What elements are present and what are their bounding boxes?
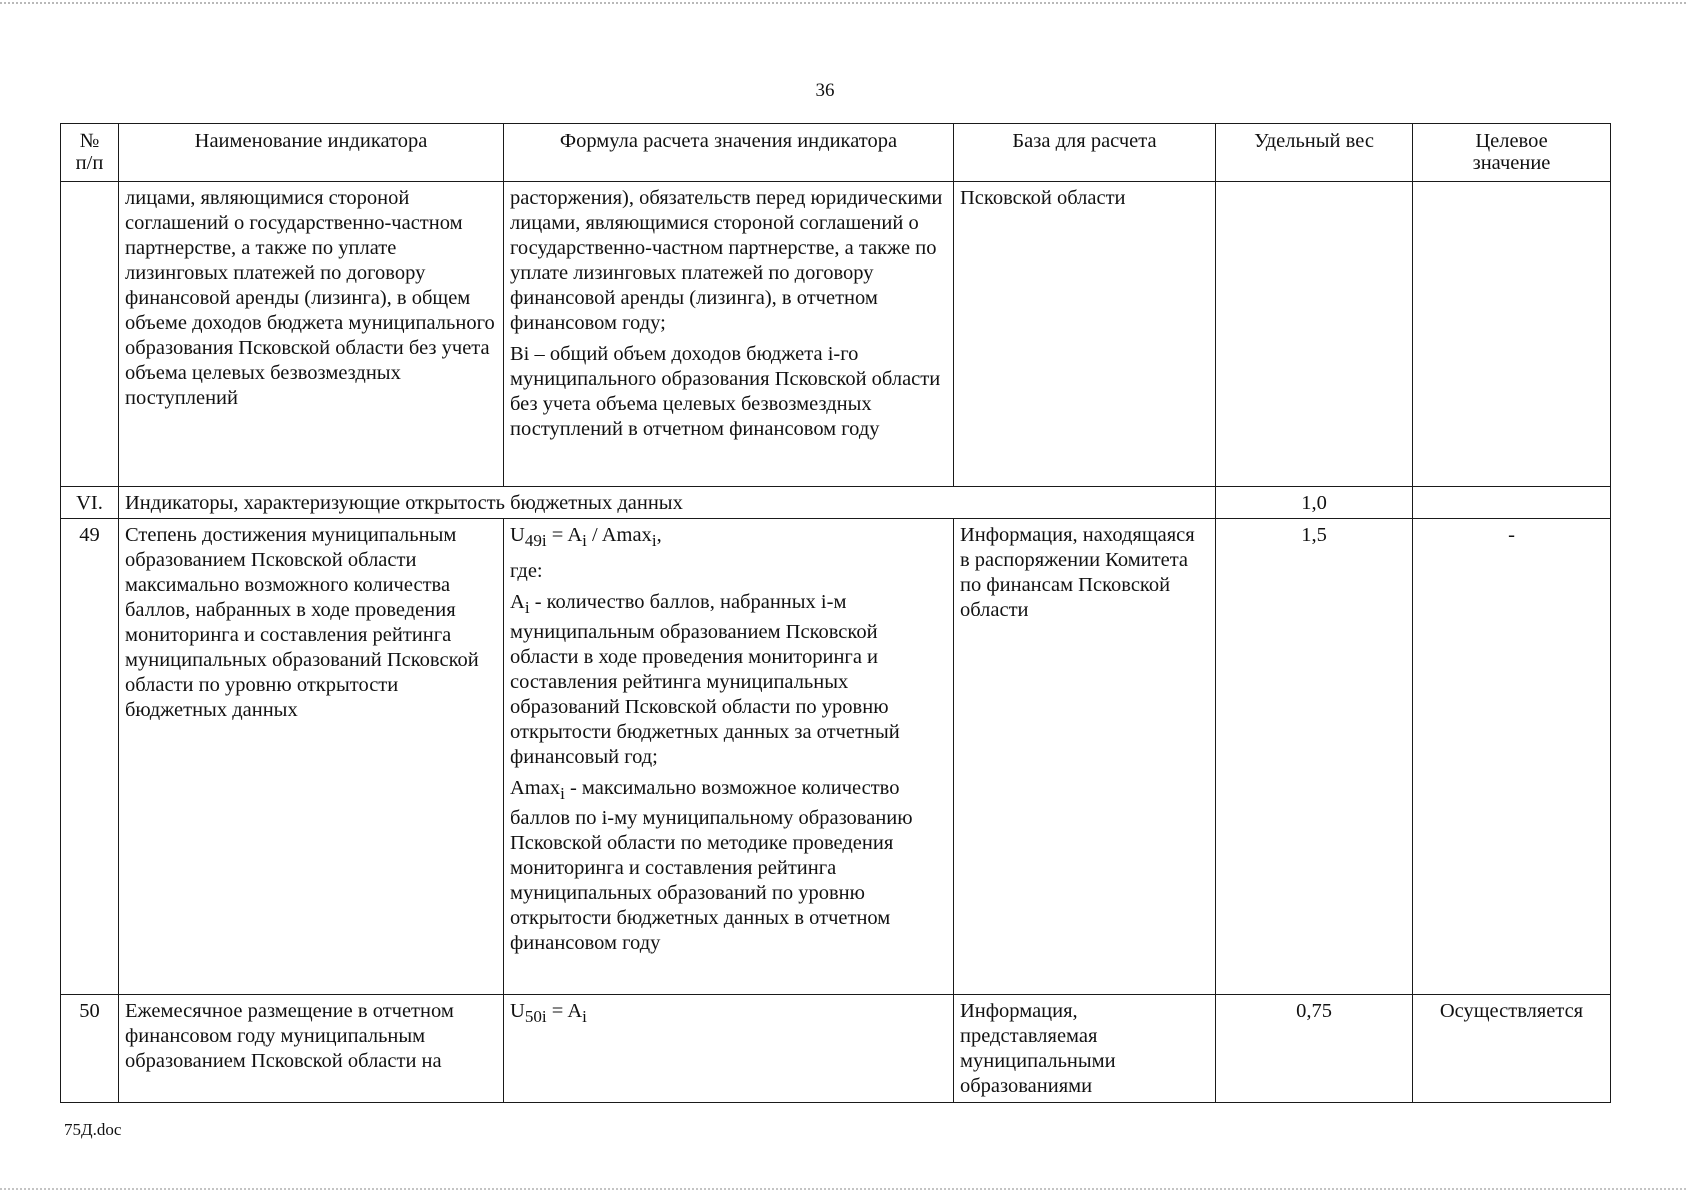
row50-number: 50 — [61, 995, 119, 1103]
header-formula: Формула расчета значения индикатора — [504, 124, 954, 182]
row49-name: Степень достижения муниципальным образованием Псковской области максимально возможного количества баллов, набранных в ходе проведения мониторинга и составления рейтинга муниципальных образований Псковской области по уровню открытости бюджетных данных — [119, 519, 504, 995]
row49-formula — [504, 519, 954, 995]
document-filename: 75Д.doc — [64, 1120, 122, 1139]
page-number: 36 — [815, 80, 835, 101]
continuation-name: лицами, являющимися стороной соглашений о государственно-частном партнерстве, а также по уплате лизинговых платежей по договору финансовой аренды (лизинга), в общем объеме доходов бюджета муниципального образования Псковской области без учета объема целевых безвозмездных поступлений — [119, 182, 504, 487]
row50-target: Осуществляется — [1413, 995, 1611, 1103]
row49-number: 49 — [61, 519, 119, 995]
continuation-number — [61, 182, 119, 487]
row50-formula: $U_{50i} = A_i$ — [504, 995, 954, 1103]
row49-base: Информация, находящаяся в распоряжении Комитета по финансам Псковской области — [954, 519, 1216, 995]
table-row-continuation — [61, 182, 1611, 487]
scan-edge-top — [0, 2, 1686, 4]
table-row-49 — [61, 519, 1611, 995]
row50-base: Информация, представляемая муниципальными образованиями — [954, 995, 1216, 1103]
row49-target: - — [1413, 519, 1611, 995]
table-header-row — [61, 124, 1611, 182]
continuation-target — [1413, 182, 1611, 487]
header-weight: Удельный вес — [1216, 124, 1413, 182]
table-row-50 — [61, 995, 1611, 1103]
scan-edge-bottom — [0, 1188, 1686, 1190]
section-target — [1413, 487, 1611, 519]
row50-name: Ежемесячное размещение в отчетном финансовом году муниципальным образованием Псковской области на — [119, 995, 504, 1103]
row49-formula-amax-definition: Amax$_i$ - максимально возможное количество баллов по i-му муниципальному образованию Псковской области по методике проведения мониторинга и составления рейтинга муниципальных образований по уровню открытости бюджетных данных в отчетном финансовом году — [510, 777, 913, 955]
row49-formula-expression: $U_{49i} = A_i / Amax_i$, — [510, 524, 662, 551]
continuation-base: Псковской области — [954, 182, 1216, 487]
section-number: VI. — [61, 487, 119, 519]
row49-formula-a-definition: $A_i$ - количество баллов, набранных i-м муниципальным образованием Псковской области в ходе проведения мониторинга и составления рейтинга муниципальных образований Псковской области по уровню открытости бюджетных данных за отчетный финансовый год; — [510, 591, 900, 769]
row49-formula-where: где: — [510, 560, 543, 583]
row49-weight: 1,5 — [1216, 519, 1413, 995]
header-number: № п/п — [61, 124, 119, 182]
header-base: База для расчета — [954, 124, 1216, 182]
header-name: Наименование индикатора — [119, 124, 504, 182]
section-weight: 1,0 — [1216, 487, 1413, 519]
continuation-weight — [1216, 182, 1413, 487]
continuation-formula: расторжения), обязательств перед юридическими лицами, являющимися стороной соглашений о государственно-частном партнерстве, а также по уплате лизинговых платежей по договору финансовой аренды (лизинга), в отчетном финансовом году; Bi – общий объем доходов бюджета i-го муниципального образования Псковской области без учета объема целевых безвозмездных поступлений в отчетном финансовом году — [504, 182, 954, 487]
indicator-table — [60, 123, 1611, 1103]
header-target: Целевое значение — [1413, 124, 1611, 182]
section-title: Индикаторы, характеризующие открытость бюджетных данных — [119, 487, 1216, 519]
section-row — [61, 487, 1611, 519]
row50-weight: 0,75 — [1216, 995, 1413, 1103]
